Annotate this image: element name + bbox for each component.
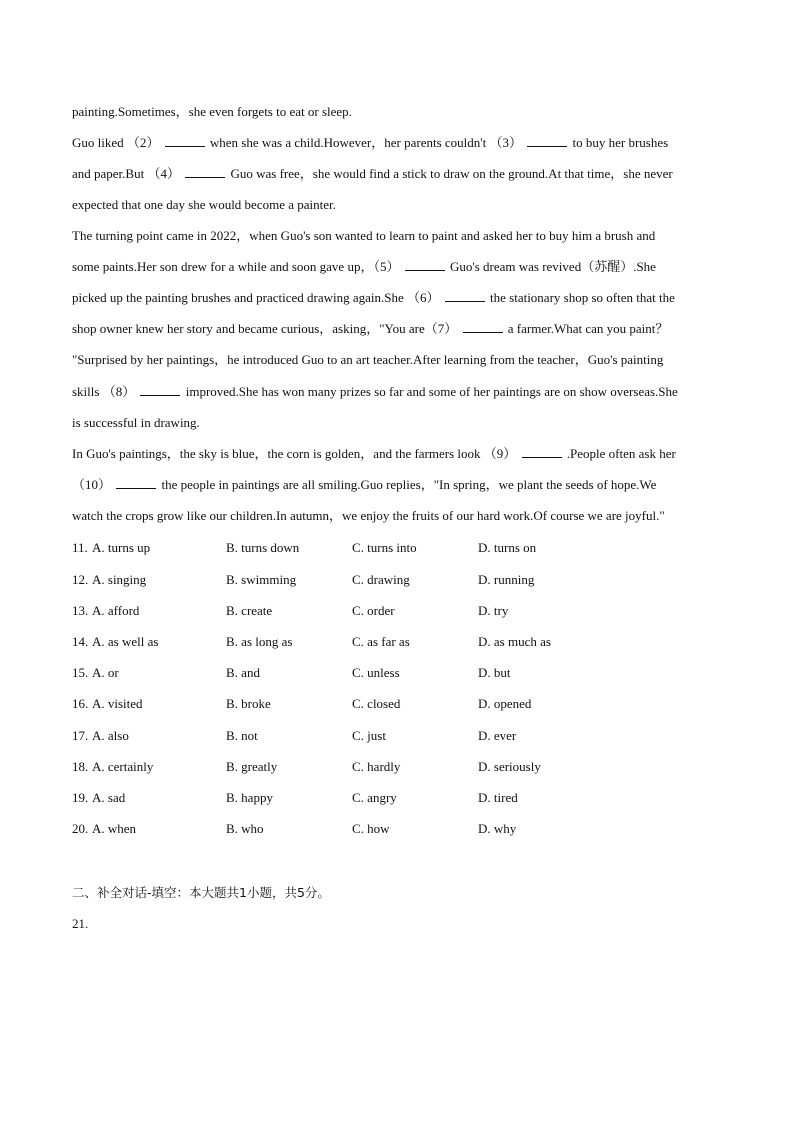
option-a[interactable]: A. turns up bbox=[92, 540, 151, 555]
question-number: 15. bbox=[72, 665, 89, 680]
answer-blank-2[interactable] bbox=[165, 134, 205, 147]
passage-line bbox=[72, 288, 724, 308]
answer-blank-6[interactable] bbox=[445, 289, 485, 302]
answer-blank-10[interactable] bbox=[116, 476, 156, 489]
option-a[interactable]: A. sad bbox=[92, 790, 126, 805]
option-c[interactable]: C. turns into bbox=[352, 540, 417, 555]
question-row bbox=[72, 757, 722, 777]
option-c[interactable]: C. hardly bbox=[352, 759, 401, 774]
option-b[interactable]: B. who bbox=[226, 821, 264, 836]
passage-text: a farmer.What can you paint？ bbox=[507, 321, 669, 336]
question-number: 11. bbox=[72, 540, 88, 555]
passage-text: to buy her brushes bbox=[572, 135, 669, 150]
passage-line bbox=[72, 444, 724, 464]
passage-line bbox=[72, 102, 724, 122]
option-a[interactable]: A. or bbox=[92, 665, 119, 680]
passage-text: In Guo's paintings，the sky is blue，the corn is golden，and the farmers look （9） bbox=[72, 446, 517, 461]
passage-text: the stationary shop so often that the bbox=[490, 290, 675, 305]
option-d[interactable]: D. why bbox=[478, 821, 517, 836]
option-b[interactable]: B. not bbox=[226, 728, 258, 743]
option-b[interactable]: B. and bbox=[226, 665, 260, 680]
section-heading: 二、补全对话-填空：本大题共1小题，共5分。 bbox=[72, 885, 330, 900]
option-b[interactable]: B. greatly bbox=[226, 759, 278, 774]
question-row bbox=[72, 538, 722, 558]
question-number: 14. bbox=[72, 634, 89, 649]
passage-line bbox=[72, 506, 724, 526]
option-b[interactable]: B. swimming bbox=[226, 572, 297, 587]
question-number: 12. bbox=[72, 572, 89, 587]
answer-blank-9[interactable] bbox=[522, 445, 562, 458]
question-row bbox=[72, 632, 722, 652]
option-a[interactable]: A. visited bbox=[92, 696, 143, 711]
option-b[interactable]: B. turns down bbox=[226, 540, 300, 555]
answer-blank-8[interactable] bbox=[140, 383, 180, 396]
question-row bbox=[72, 788, 722, 808]
option-b[interactable]: B. broke bbox=[226, 696, 271, 711]
answer-blank-5[interactable] bbox=[405, 258, 445, 271]
passage-text: when she was a child.However，her parents couldn't （3） bbox=[209, 135, 522, 150]
option-a[interactable]: A. as well as bbox=[92, 634, 159, 649]
option-c[interactable]: C. drawing bbox=[352, 572, 410, 587]
passage-line bbox=[72, 226, 724, 246]
passage-line bbox=[72, 133, 724, 153]
question-number: 19. bbox=[72, 790, 89, 805]
question-row bbox=[72, 726, 722, 746]
option-c[interactable]: C. order bbox=[352, 603, 395, 618]
option-a[interactable]: A. afford bbox=[92, 603, 140, 618]
option-d[interactable]: D. but bbox=[478, 665, 511, 680]
option-d[interactable]: D. opened bbox=[478, 696, 532, 711]
option-c[interactable]: C. how bbox=[352, 821, 390, 836]
passage-line bbox=[72, 195, 724, 215]
answer-blank-4[interactable] bbox=[185, 165, 225, 178]
option-a[interactable]: A. singing bbox=[92, 572, 147, 587]
question-row bbox=[72, 570, 722, 590]
question-row bbox=[72, 694, 722, 714]
passage-text: picked up the painting brushes and practiced drawing again.She （6） bbox=[72, 290, 440, 305]
option-d[interactable]: D. try bbox=[478, 603, 509, 618]
passage-line bbox=[72, 413, 724, 433]
option-c[interactable]: C. as far as bbox=[352, 634, 410, 649]
question-row bbox=[72, 663, 722, 683]
question-number: 16. bbox=[72, 696, 89, 711]
option-d[interactable]: D. as much as bbox=[478, 634, 551, 649]
option-a[interactable]: A. certainly bbox=[92, 759, 154, 774]
passage-text: some paints.Her son drew for a while and soon gave up，（5） bbox=[72, 259, 400, 274]
passage-line bbox=[72, 382, 724, 402]
option-d[interactable]: D. running bbox=[478, 572, 535, 587]
passage-text: and paper.But （4） bbox=[72, 166, 180, 181]
passage-text: is successful in drawing. bbox=[72, 415, 200, 430]
passage-text: Guo's dream was revived（苏醒）.She bbox=[449, 259, 656, 274]
option-c[interactable]: C. closed bbox=[352, 696, 401, 711]
passage-text: painting.Sometimes，she even forgets to eat or sleep. bbox=[72, 104, 352, 119]
passage-line bbox=[72, 319, 724, 339]
passage-line bbox=[72, 164, 724, 184]
option-a[interactable]: A. when bbox=[92, 821, 137, 836]
passage-text: （10） bbox=[72, 477, 112, 492]
option-d[interactable]: D. seriously bbox=[478, 759, 541, 774]
passage-text: shop owner knew her story and became curious，asking，"You are（7） bbox=[72, 321, 458, 336]
question-number: 17. bbox=[72, 728, 89, 743]
passage-text: expected that one day she would become a painter. bbox=[72, 197, 336, 212]
answer-blank-7[interactable] bbox=[463, 320, 503, 333]
question-number: 18. bbox=[72, 759, 89, 774]
option-d[interactable]: D. turns on bbox=[478, 540, 537, 555]
option-c[interactable]: C. just bbox=[352, 728, 386, 743]
option-b[interactable]: B. create bbox=[226, 603, 273, 618]
option-d[interactable]: D. ever bbox=[478, 728, 517, 743]
question-row bbox=[72, 819, 722, 839]
passage-text: skills （8） bbox=[72, 384, 136, 399]
option-b[interactable]: B. happy bbox=[226, 790, 273, 805]
passage-text: The turning point came in 2022，when Guo's son wanted to learn to paint and asked her to buy him a brush and bbox=[72, 228, 656, 243]
option-c[interactable]: C. unless bbox=[352, 665, 400, 680]
passage-text: the people in paintings are all smiling.Guo replies，"In spring，we plant the seeds of hope.We bbox=[161, 477, 657, 492]
passage-text: Guo was free，she would find a stick to draw on the ground.At that time，she never bbox=[230, 166, 673, 181]
question-number: 13. bbox=[72, 603, 89, 618]
option-d[interactable]: D. tired bbox=[478, 790, 518, 805]
question-row bbox=[72, 601, 722, 621]
option-b[interactable]: B. as long as bbox=[226, 634, 293, 649]
passage-line bbox=[72, 475, 724, 495]
passage-text: improved.She has won many prizes so far and some of her paintings are on show overseas.She bbox=[185, 384, 678, 399]
passage-line bbox=[72, 257, 724, 277]
option-a[interactable]: A. also bbox=[92, 728, 129, 743]
answer-blank-3[interactable] bbox=[527, 134, 567, 147]
option-c[interactable]: C. angry bbox=[352, 790, 397, 805]
passage-text: Guo liked （2） bbox=[72, 135, 160, 150]
passage-text: watch the crops grow like our children.In autumn，we enjoy the fruits of our hard work.Of course we are joyful." bbox=[72, 508, 665, 523]
question-number: 20. bbox=[72, 821, 89, 836]
question-number: 21. bbox=[72, 916, 89, 931]
passage-text: "Surprised by her paintings，he introduced Guo to an art teacher.After learning from the teacher，Guo's painting bbox=[72, 352, 664, 367]
passage-line bbox=[72, 350, 724, 370]
passage-text: .People often ask her bbox=[566, 446, 676, 461]
